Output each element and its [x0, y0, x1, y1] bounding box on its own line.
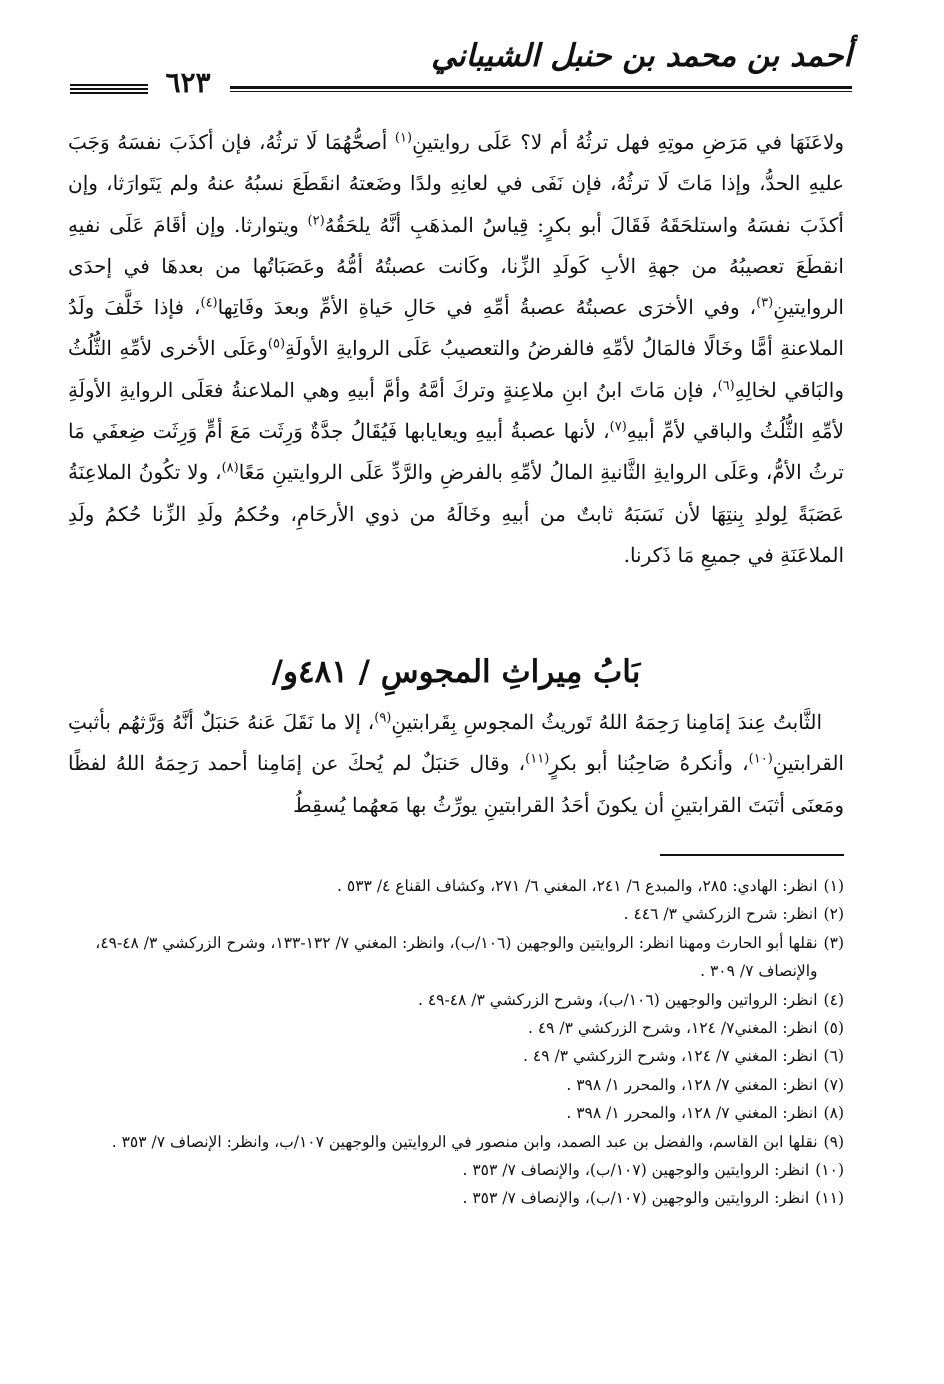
- footnote-text: انظر: الرواتين والوجهين (١٠٦/ب)، وشرح الزركشي ٣/ ٤٨-٤٩ .: [417, 990, 818, 1009]
- text-segment: أصحُّهُمَا لَا ترثُهُ، فإن أكذَبَ نفسَهُ وَجَبَ عليهِ الحدُّ، وإذا مَاتَ لَا ترثُهُ، فإن نَفَى في لعانِهِ ولدًا وضَعتهُ انقَطَعَ نسبُهُ عنهُ ولم يَتَوارَثا، وإن أكذَبَ نفسَهُ واستلحَقَهُ فَقَالَ أبو بكرٍ: قِياسُ المذهَبِ أنَّهُ يلحَقُهُ: [68, 130, 844, 237]
- header-decorative-bars: [70, 84, 148, 98]
- footnote-item: [68, 986, 844, 1014]
- chapter-paragraph: [68, 702, 844, 826]
- footnote-text: انظر: المغني٧/ ١٢٤، وشرح الزركشي ٣/ ٤٩ .: [527, 1019, 818, 1038]
- footnotes-list: [68, 872, 844, 1213]
- footnote-ref[interactable]: (١٠): [748, 751, 773, 767]
- footnote-number: (٧): [823, 1075, 844, 1094]
- footnote-ref[interactable]: (٤): [200, 295, 218, 311]
- footnote-item: [68, 1128, 844, 1156]
- footnote-separator: [660, 854, 844, 856]
- text-segment: ، وقال حَنبَلٌ لم يُحكَ عن إمَامِنا أحمد رَحِمَهُ اللهُ لفظًا ومَعنَى أثبَتَ القرابتينِ أن يكونَ أحَدُ القرابتينِ يورِّثُ بها مَعهُما يُسقِطُ: [68, 751, 844, 817]
- footnote-ref[interactable]: (١١): [525, 751, 550, 767]
- page-number: ٦٢٣: [165, 66, 211, 99]
- footnote-ref[interactable]: (٨): [221, 460, 239, 476]
- footnote-number: (١٠): [815, 1161, 844, 1180]
- footnote-text: انظر: المغني ٧/ ١٢٤، وشرح الزركشي ٣/ ٤٩ .: [523, 1047, 818, 1066]
- footnote-ref[interactable]: (٢): [307, 212, 325, 228]
- footnote-number: (٤): [823, 990, 844, 1009]
- footnote-text: انظر: الهادي: ٢٨٥، والمبدع ٦/ ٢٤١، المغني ٦/ ٢٧١، وكشاف القناع ٤/ ٥٣٣ .: [337, 877, 818, 895]
- footnote-item: [68, 1042, 844, 1070]
- footnote-ref[interactable]: (٦): [717, 378, 735, 394]
- footnote-number: (٥): [823, 1019, 844, 1038]
- footnote-item: [68, 929, 844, 986]
- text-segment: ، وأنكرهُ صَاحِبُنا أبو بكرٍ: [549, 751, 749, 776]
- footnote-ref[interactable]: (١): [394, 130, 413, 146]
- chapter-heading: بَابُ مِيراثِ المجوسِ / ٤٨١و/: [271, 654, 641, 690]
- text-segment: الثَّابتُ عِندَ إمَامِنا رَحِمَهُ اللهُ تَوريثُ المجوسِ بِقَرابتينِ: [391, 710, 822, 734]
- footnote-number: (١): [823, 877, 844, 895]
- footnote-item: [68, 1184, 844, 1212]
- footnote-text: انظر: الروايتين والوجهين (١٠٧/ب)، والإنصاف ٧/ ٣٥٣ .: [462, 1189, 810, 1208]
- footnote-item: [68, 1014, 844, 1042]
- text-segment: ، إلا ما نَقَلَ عَنهُ حَنبَلٌ أنَّهُ وَرَّثهُم بأثبتِ القرابتينِ: [68, 710, 844, 776]
- footnote-item: [68, 1099, 844, 1127]
- header-rule: [230, 86, 852, 92]
- footnote-item: [68, 1071, 844, 1099]
- text-segment: ، لأنها عصبةُ أبيهِ ويعايابها فَيُقَالُ جدَّةٌ وَرِثَت مَعَ أمٍّ وَرِثَت ضِعفَي مَا ترثُ الأمُّ، وعَلَى الروايةِ الثَّانيةِ المالُ لأمِّهِ بالفرضِ والرَّدِّ عَلَى الروايتينِ مَعًا: [68, 419, 844, 485]
- footnote-number: (٢): [823, 905, 844, 924]
- footnote-number: (٩): [823, 1132, 844, 1151]
- text-segment: وعَلَى الأخرى لأمِّهِ الثُّلُثُ والبَاقي لخالِهِ: [68, 336, 844, 402]
- footnote-number: (١١): [815, 1189, 844, 1208]
- footnote-item: [68, 872, 844, 900]
- footnote-item: [68, 900, 844, 928]
- main-paragraph: [68, 122, 844, 576]
- footnote-text: نقلها ابن القاسم، والفضل بن عبد الصمد، وابن منصور في الروايتين والوجهين ١٠٧/ب، وانظر: الإنصاف ٧/ ٣٥٣ .: [111, 1132, 818, 1151]
- footnote-text: انظر: شرح الزركشي ٣/ ٤٤٦ .: [623, 905, 818, 924]
- footnote-text: انظر: المغني ٧/ ١٢٨، والمحرر ١/ ٣٩٨ .: [566, 1075, 818, 1094]
- footnote-text: انظر: الروايتين والوجهين (١٠٧/ب)، والإنصاف ٧/ ٣٥٣ .: [462, 1161, 810, 1180]
- text-segment: ويتوارثا. وإن أقَامَ عَلَى نفيهِ انقطَعَ تعصيبُهُ من جهةِ الأبِ كَولَدِ الزِّنا، وكَانت عصبتُهُ أمُّهُ وعَصَبَاتُها من بعدهَا في إحدَى الروايتينِ: [68, 212, 844, 320]
- text-segment: ، فإذا خَلَّفَ ولَدُ الملاعنةِ أمًّا وخَالًا فالمَالُ لأمِّهِ فالفرضُ والتعصيبُ عَلَى الروايةِ الأولَةِ: [68, 295, 844, 361]
- footnote-ref[interactable]: (٣): [756, 295, 774, 311]
- footnote-number: (٦): [823, 1047, 844, 1066]
- text-segment: ، فإن مَاتَ ابنُ ابنِ ملاعِنةٍ وتركَ أمَّهُ وأمَّ أبيهِ وهي الملاعنةُ فعَلَى الروايةِ الأولَةِ لأمِّهِ الثُّلُثُ والباقي لأمِّ أبيهِ: [68, 377, 844, 444]
- text-segment: ولاعَنَهَا في مَرَضِ موتِهِ فهل ترثُهُ أم لا؟ عَلَى روايتينِ: [412, 130, 845, 154]
- footnote-number: (٨): [823, 1104, 844, 1123]
- footnote-item: [68, 1156, 844, 1184]
- footnote-ref[interactable]: (٩): [374, 710, 392, 726]
- footnote-text: نقلها أبو الحارث ومهنا انظر: الروايتين والوجهين (١٠٦/ب)، وانظر: المغني ٧/ ١٣٢-١٣٣، وشرح الزركشي ٣/ ٤٨-٤٩، والإنصاف ٧/ ٣٠٩ .: [95, 933, 818, 981]
- text-segment: ، ولا تكُونُ الملاعِنَةُ عَصَبَةً لِولدِ بِنتِهَا لأن نَسَبَهُ ثابتٌ من أبيهِ وخَالَهُ من ذوي الأرحَامِ، وحُكمُ ولَدِ الزِّنا حُكمُ ولَدِ الملاعَنَةِ في جميعِ مَا ذَكرنا.: [68, 460, 844, 567]
- text-segment: ، وفي الأخرَى عصبتُهُ عصبةُ أمِّهِ في حَالِ حَياةِ الأمِّ وبعدَ وفَاتِها: [217, 295, 757, 320]
- running-header-title: أحمد بن محمد بن حنبل الشيباني: [431, 38, 852, 74]
- footnote-number: (٣): [823, 933, 844, 952]
- footnote-ref[interactable]: (٥): [267, 336, 286, 352]
- footnote-text: انظر: المغني ٧/ ١٢٨، والمحرر ١/ ٣٩٨ .: [566, 1104, 818, 1123]
- footnote-ref[interactable]: (٧): [609, 419, 627, 435]
